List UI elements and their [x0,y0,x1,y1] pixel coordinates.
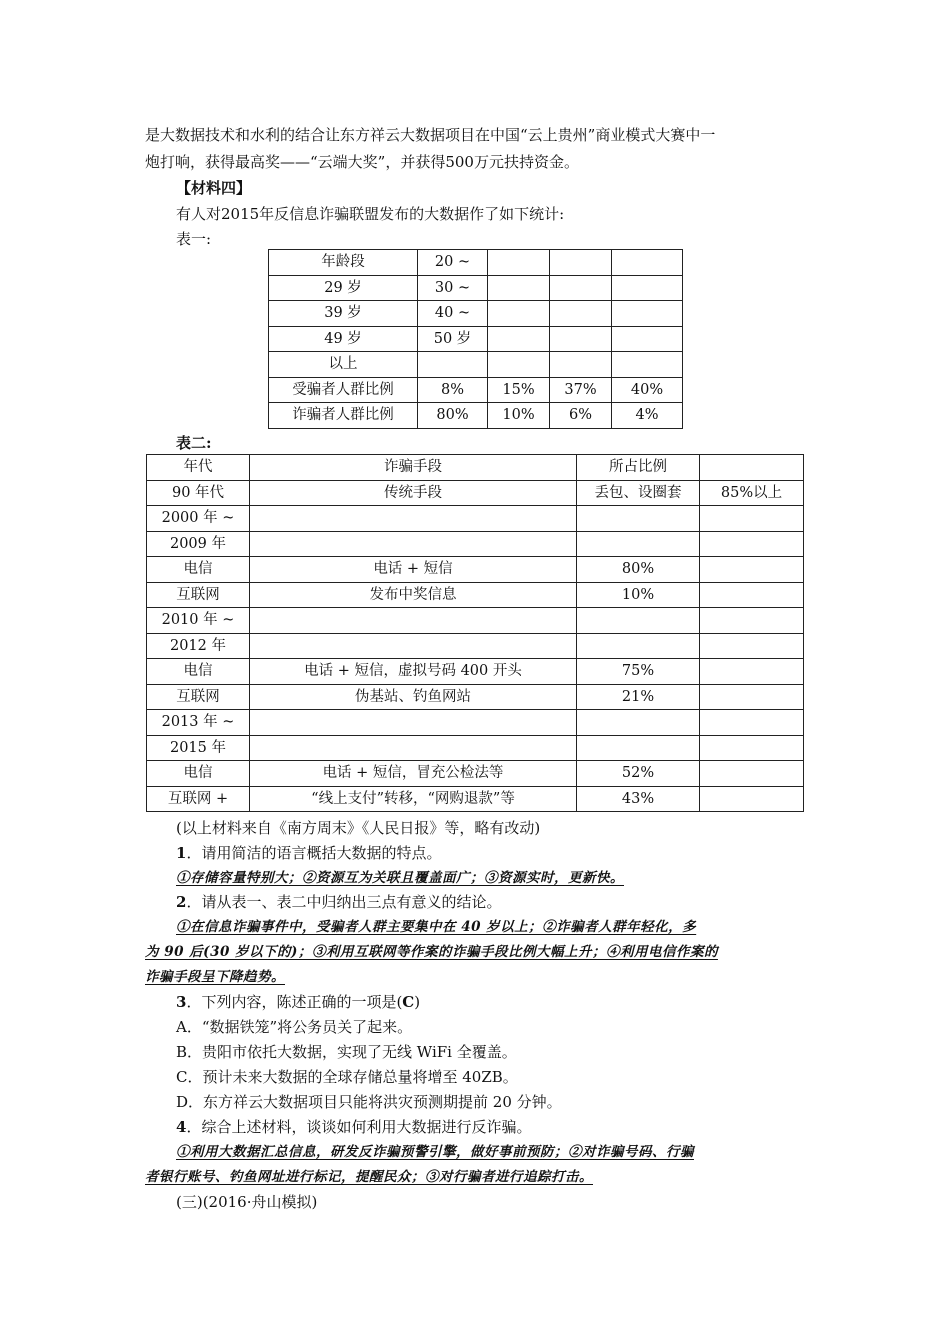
table-cell: 2012 年 [147,633,250,659]
question-2-answer-line-3: 诈骗手段呈下降趋势。 [145,969,285,985]
table-cell [250,710,577,736]
age-ratio-table [268,249,683,429]
table-row [269,301,683,327]
table-cell [612,250,683,276]
table-cell [250,735,577,761]
question-4-answer-line-2: 者银行账号、钓鱼网址进行标记，提醒民众；③对行骗者进行追踪打击。 [145,1169,593,1185]
table-one-caption: 表一: [176,230,212,248]
table-row [147,582,804,608]
table-cell: 2009 年 [147,531,250,557]
question-3-number: 3 [176,993,187,1011]
question-1-number: 1 [176,844,187,862]
table-cell: 75% [577,659,700,685]
table-cell: 伪基站、钓鱼网站 [250,684,577,710]
table-row [147,455,804,481]
question-3-text: ．下列内容，陈述正确的一项是( [186,993,403,1011]
question-3-option-a: A．“数据铁笼”将公务员关了起来。 [176,1018,413,1036]
table-cell: 诈骗者人群比例 [269,403,418,429]
table-cell [250,608,577,634]
table-cell [700,735,804,761]
table-cell: 20 ~ [418,250,488,276]
question-1-text: ．请用简洁的语言概括大数据的特点。 [186,844,442,862]
table-cell: 所占比例 [577,455,700,481]
table-cell [612,352,683,378]
table-row [147,506,804,532]
table-cell: 2010 年 ~ [147,608,250,634]
table-cell [700,710,804,736]
material-four-description: 有人对2015年反信息诈骗联盟发布的大数据作了如下统计: [176,205,565,223]
table-cell [612,301,683,327]
table-cell: 年代 [147,455,250,481]
table-row [147,761,804,787]
table-cell: 发布中奖信息 [250,582,577,608]
table-cell: 10% [577,582,700,608]
table-cell: “线上支付”转移，“网购退款”等 [250,786,577,812]
table-row [147,684,804,710]
table-cell: 电信 [147,659,250,685]
table-cell: 年龄段 [269,250,418,276]
table-cell: 电信 [147,761,250,787]
table-cell: 30 ~ [418,275,488,301]
table-row [147,786,804,812]
table-cell [488,301,550,327]
table-cell [700,557,804,583]
question-3 [176,991,420,1013]
table-cell [700,506,804,532]
table-row [269,352,683,378]
table-cell [418,352,488,378]
table-cell [700,786,804,812]
table-cell: 6% [550,403,612,429]
table-cell: 90 年代 [147,480,250,506]
table-cell [577,735,700,761]
material-four-heading: 【材料四】 [176,179,252,197]
question-2-number: 2 [176,893,187,911]
table-cell: 37% [550,377,612,403]
table-cell: 互联网 [147,684,250,710]
question-1-answer: ①存储容量特别大；②资源互为关联且覆盖面广；③资源实时，更新快。 [176,870,624,886]
question-3-option-b: B．贵阳市依托大数据，实现了无线 WiFi 全覆盖。 [176,1043,517,1061]
table-row [147,531,804,557]
table-cell [577,710,700,736]
table-cell: 电话 + 短信 [250,557,577,583]
question-3-option-d: D．东方祥云大数据项目只能将洪灾预测期提前 20 分钟。 [176,1093,562,1111]
table-cell: 诈骗手段 [250,455,577,481]
table-cell: 10% [488,403,550,429]
table-cell: 85%以上 [700,480,804,506]
table-cell [488,352,550,378]
table-two-caption: 表二: [176,434,212,452]
table-cell [700,455,804,481]
question-4-text: ．综合上述材料，谈谈如何利用大数据进行反诈骗。 [186,1118,532,1136]
question-4-number: 4 [176,1118,187,1136]
table-cell: 39 岁 [269,301,418,327]
intro-line-2: 炮打响，获得最高奖——“云端大奖”，并获得500万元扶持资金。 [145,153,579,171]
table-cell [577,608,700,634]
table-cell [550,250,612,276]
table-cell: 2015 年 [147,735,250,761]
table-cell [577,531,700,557]
table-row [147,659,804,685]
table-cell: 以上 [269,352,418,378]
table-cell: 43% [577,786,700,812]
table-cell: 受骗者人群比例 [269,377,418,403]
table-row [269,250,683,276]
table-row [147,557,804,583]
question-2 [176,891,501,913]
question-1 [176,842,441,864]
table-cell: 80% [418,403,488,429]
table-cell [700,659,804,685]
table-cell: 电信 [147,557,250,583]
table-cell [612,326,683,352]
question-3-option-c: C．预计未来大数据的全球存储总量将增至 40ZB。 [176,1068,518,1086]
table-cell: 8% [418,377,488,403]
table-cell [577,506,700,532]
source-note: (以上材料来自《南方周末》《人民日报》等，略有改动) [176,819,541,837]
table-row [147,735,804,761]
table-row [147,608,804,634]
table-row [147,633,804,659]
table-cell [550,275,612,301]
table-cell: 丢包、设圈套 [577,480,700,506]
table-cell [488,326,550,352]
table-cell [550,352,612,378]
table-cell [700,684,804,710]
table-cell: 电话 + 短信，虚拟号码 400 开头 [250,659,577,685]
table-cell: 传统手段 [250,480,577,506]
table-cell [250,633,577,659]
table-cell [488,275,550,301]
table-cell [700,608,804,634]
question-2-answer-line-1: ①在信息诈骗事件中，受骗者人群主要集中在 40 岁以上；②诈骗者人群年轻化，多 [176,919,697,935]
table-cell: 21% [577,684,700,710]
table-cell [612,275,683,301]
table-row [147,710,804,736]
table-row [269,377,683,403]
table-cell [250,506,577,532]
table-cell [700,531,804,557]
table-row [269,275,683,301]
table-cell: 52% [577,761,700,787]
table-cell: 40 ~ [418,301,488,327]
fraud-methods-table [146,454,804,812]
question-3-text-suffix: ) [414,993,421,1011]
question-4-answer-line-1: ①利用大数据汇总信息，研发反诈骗预警引擎，做好事前预防；②对诈骗号码、行骗 [176,1144,694,1160]
table-cell [700,582,804,608]
question-4 [176,1116,531,1138]
table-cell: 15% [488,377,550,403]
table-cell: 电话 + 短信，冒充公检法等 [250,761,577,787]
table-cell: 2013 年 ~ [147,710,250,736]
table-cell: 50 岁 [418,326,488,352]
table-cell: 互联网 + [147,786,250,812]
table-row [147,480,804,506]
table-cell [700,633,804,659]
question-2-text: ．请从表一、表二中归纳出三点有意义的结论。 [186,893,502,911]
table-cell: 49 岁 [269,326,418,352]
table-cell [577,633,700,659]
table-cell: 40% [612,377,683,403]
table-cell: 2000 年 ~ [147,506,250,532]
table-cell: 80% [577,557,700,583]
question-2-answer-line-2: 为 90 后(30 岁以下的)；③利用互联网等作案的诈骗手段比例大幅上升；④利用电信作案的 [145,944,718,960]
table-cell [550,301,612,327]
table-cell [700,761,804,787]
table-cell: 互联网 [147,582,250,608]
table-cell [250,531,577,557]
next-section-heading: (三)(2016·舟山模拟) [176,1193,318,1211]
table-cell [550,326,612,352]
table-cell: 29 岁 [269,275,418,301]
table-cell [488,250,550,276]
table-row [269,403,683,429]
table-row [269,326,683,352]
intro-line-1: 是大数据技术和水利的结合让东方祥云大数据项目在中国“云上贵州”商业模式大赛中一 [145,126,716,144]
question-3-answer: C [402,993,415,1011]
table-cell: 4% [612,403,683,429]
